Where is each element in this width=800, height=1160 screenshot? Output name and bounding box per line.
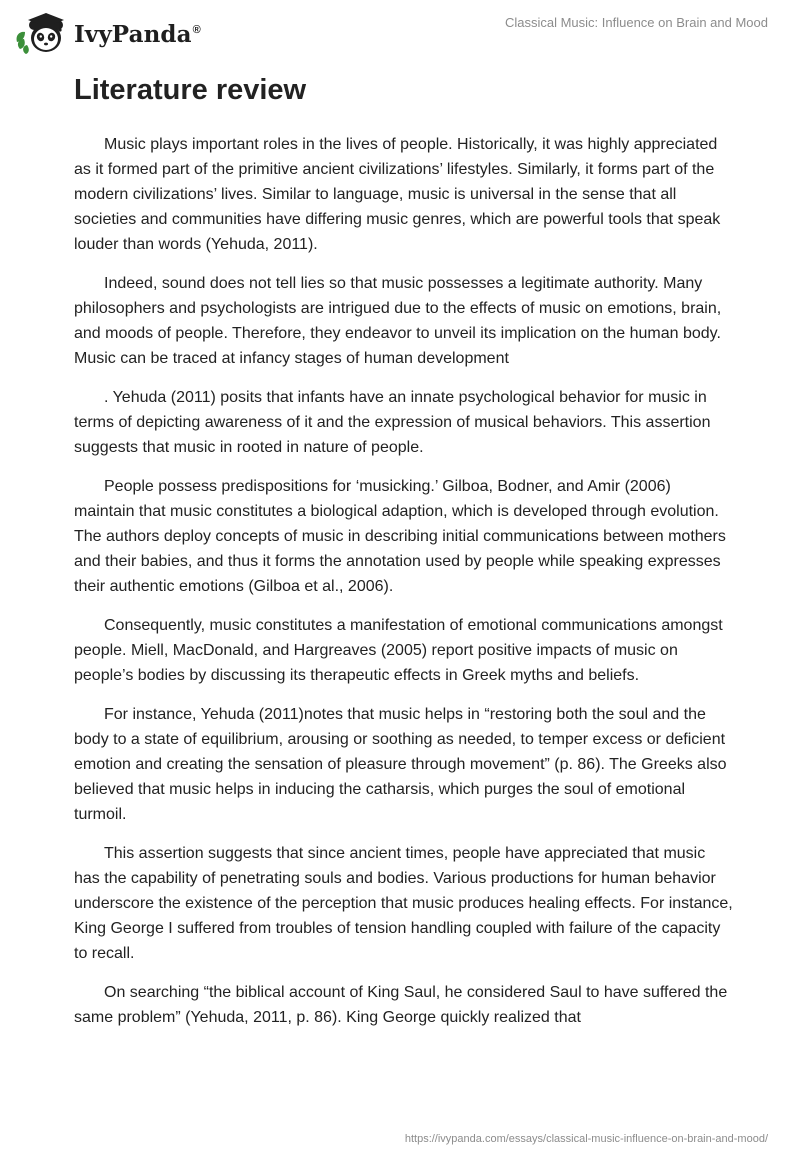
paragraph: Indeed, sound does not tell lies so that music possesses a legitimate authority. Many philosophers and psychologists are intrigued due to the effects of music on emotions, brain, and moods of people. Therefore, they endeavor to unveil its implication on the human body. Music can be traced at infancy stages of human development (74, 275, 722, 367)
panda-logo-icon (14, 8, 72, 58)
source-url-link[interactable]: https://ivypanda.com/essays/classical-music-influence-on-brain-and-mood/ (404, 1133, 768, 1145)
section-heading: Literature review (74, 74, 307, 106)
running-title: Classical Music: Influence on Brain and Mood (504, 15, 768, 30)
paragraph: People possess predispositions for ‘musicking.’ Gilboa, Bodner, and Amir (2006) maintain that music constitutes a biological adaption, which is developed through evolution. The authors deploy concepts of music in describing initial communications between mothers and their babies, and thus it forms the annotation used by people while speaking expresses their authentic emotions (Gilboa et al., 2006). (74, 478, 726, 595)
paragraph: Music plays important roles in the lives of people. Historically, it was highly appreciated as it formed part of the primitive ancient civilizations’ lifestyles. Similarly, it forms part of the modern civilizations’ lives. Similar to language, music is universal in the sense that all societies and communities have differing music genres, which are powerful tools that speak louder than words (Yehuda, 2011). (74, 136, 721, 253)
paragraph: This assertion suggests that since ancient times, people have appreciated that music has the capability of penetrating souls and bodies. Various productions for human behavior underscore the existence of the perception that music produces healing effects. For instance, King George I suffered from troubles of tension handling coupled with failure of the capacity to recall. (74, 845, 733, 962)
essay-content (74, 70, 734, 1044)
ivypanda-logo[interactable] (14, 8, 201, 58)
logo-wordmark: IvyPanda® (74, 20, 201, 48)
paragraph: Consequently, music constitutes a manifestation of emotional communications amongst people. Miell, MacDonald, and Hargreaves (2005) report positive impacts of music on people’s bodies by discussing its therapeutic effects in Greek myths and beliefs. (74, 617, 723, 684)
paragraph: . Yehuda (2011) posits that infants have an innate psychological behavior for music in terms of depicting awareness of it and the expression of musical behaviors. This assertion suggests that music in rooted in nature of people. (74, 389, 711, 456)
paragraph: For instance, Yehuda (2011)notes that music helps in “restoring both the soul and the body to a state of equilibrium, arousing or soothing as needed, to temper excess or deficient emotion and creating the sensation of pleasure through movement” (p. 86). The Greeks also believed that music helps in inducing the catharsis, which purges the soul of emotional turmoil. (74, 706, 727, 823)
page-header (0, 0, 800, 60)
paragraph: On searching “the biblical account of King Saul, he considered Saul to have suffered the same problem” (Yehuda, 2011, p. 86). King George quickly realized that (74, 984, 728, 1026)
